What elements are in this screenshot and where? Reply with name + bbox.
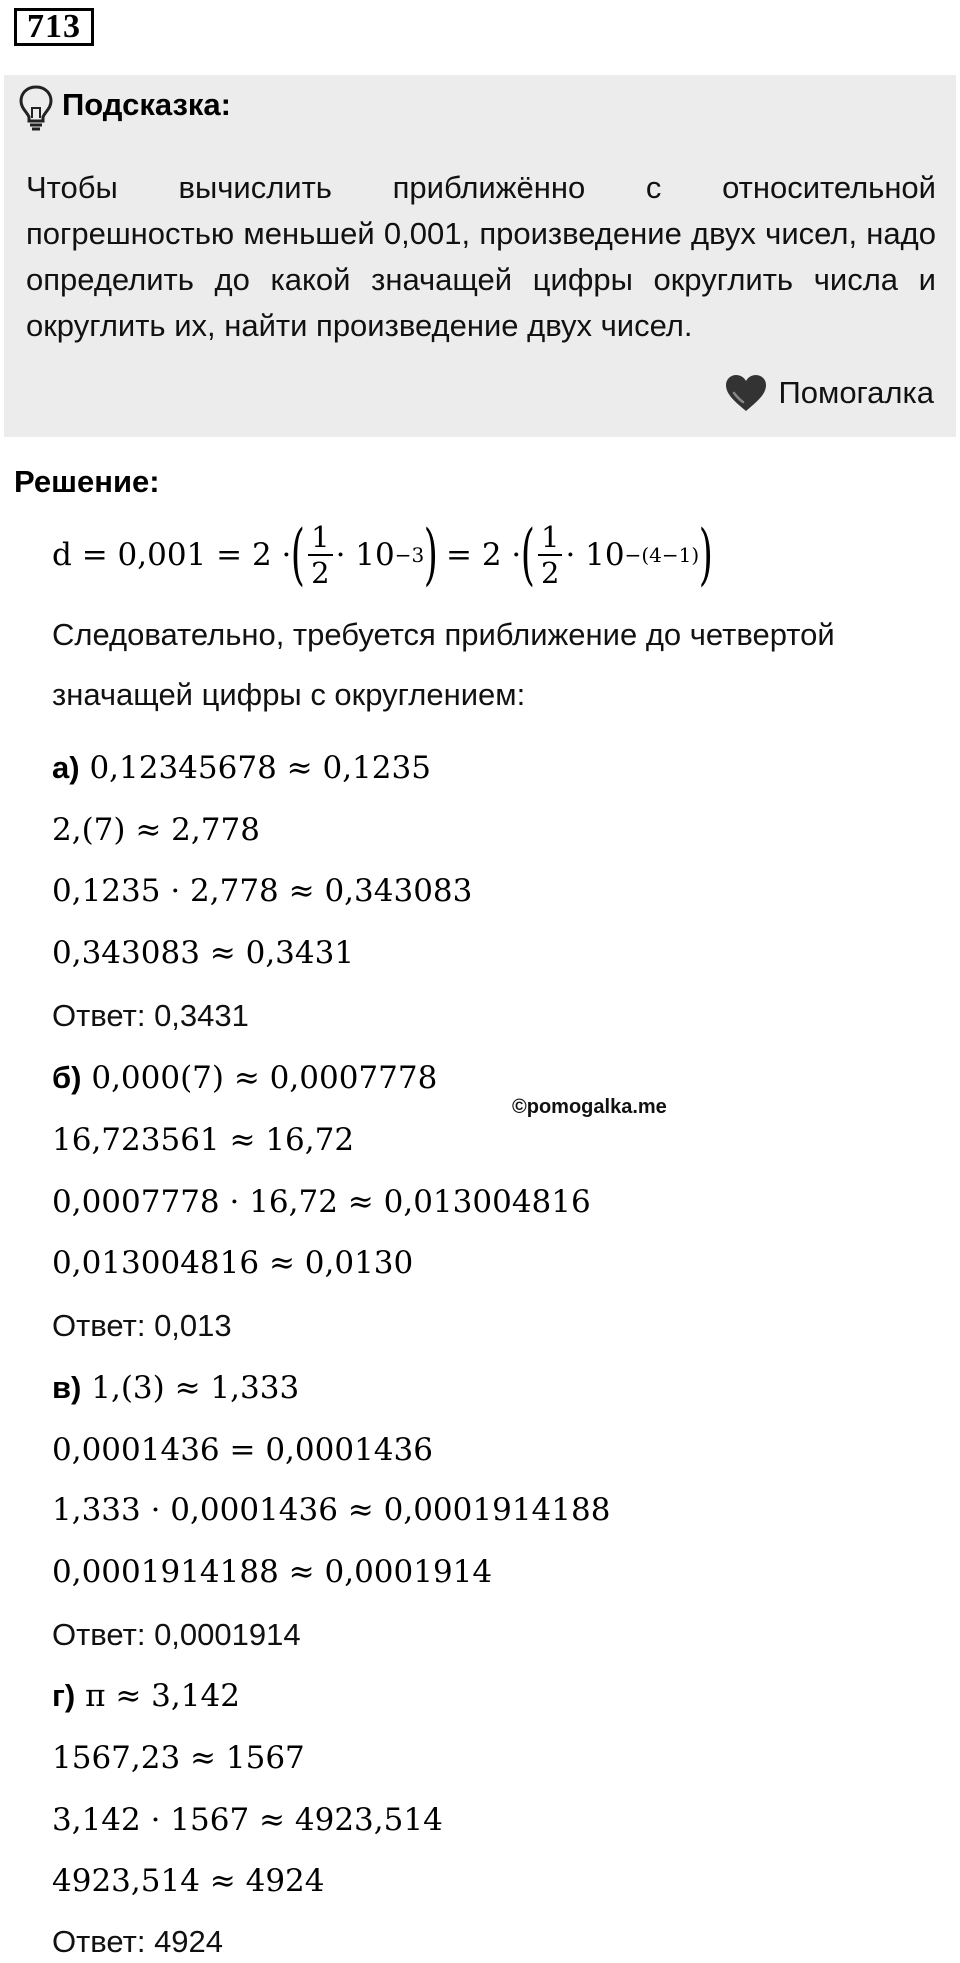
part-b-label: б) (52, 1060, 82, 1095)
formula-mid: · 10 (335, 537, 395, 573)
part-a-label: а) (52, 750, 80, 785)
fraction-half-2 (538, 520, 562, 590)
part-c-line-3: 1,333 · 0,0001436 ≈ 0,0001914188 (52, 1492, 611, 1528)
paren-close: ) (424, 516, 439, 593)
formula-eq2: = 2 · (445, 537, 522, 573)
fraction-numerator: 1 (308, 520, 332, 556)
part-a-expr-1: 0,12345678 ≈ 0,1235 (89, 750, 431, 786)
part-c-answer: Ответ: 0,0001914 (52, 1617, 301, 1652)
part-a-answer: Ответ: 0,3431 (52, 998, 249, 1033)
part-a-line-3: 0,1235 · 2,778 ≈ 0,343083 (52, 873, 473, 909)
formula-lhs: d = 0,001 = 2 · (52, 537, 292, 573)
paren-open-2: ( (521, 516, 536, 593)
part-d-line-1 (52, 1678, 240, 1714)
fraction-denominator-2: 2 (541, 556, 560, 590)
part-b-line-4: 0,013004816 ≈ 0,0130 (52, 1245, 414, 1281)
part-b-answer: Ответ: 0,013 (52, 1308, 232, 1343)
watermark: ©pomogalka.me (512, 1096, 667, 1118)
lightbulb-icon (18, 84, 54, 132)
fraction-denominator: 2 (311, 556, 330, 590)
formula-mid-2: · 10 (565, 537, 625, 573)
brand-name: Помогалка (778, 375, 934, 410)
part-a-line-4: 0,343083 ≈ 0,3431 (52, 935, 355, 971)
hint-title: Подсказка: (62, 87, 231, 122)
part-c-line-1 (52, 1370, 299, 1406)
fraction-numerator-2: 1 (538, 520, 562, 556)
part-d-line-2: 1567,23 ≈ 1567 (52, 1740, 305, 1776)
part-a-line-2: 2,(7) ≈ 2,778 (52, 812, 260, 848)
intro-line-2: значащей цифры с округлением: (52, 677, 526, 712)
part-c-expr-1: 1,(3) ≈ 1,333 (91, 1370, 300, 1406)
part-b-line-1 (52, 1060, 437, 1096)
paren-open: ( (291, 516, 306, 593)
part-d-label: г) (52, 1678, 76, 1713)
fraction-half (308, 520, 332, 590)
part-a-line-1 (52, 750, 431, 786)
exponent-2: −(4−1) (624, 543, 700, 567)
part-d-answer: Ответ: 4924 (52, 1924, 224, 1959)
heart-icon (724, 373, 768, 413)
solution-title: Решение: (14, 464, 160, 499)
part-b-line-3: 0,0007778 · 16,72 ≈ 0,013004816 (52, 1184, 591, 1220)
exponent-1: −3 (394, 543, 425, 567)
intro-line-1: Следовательно, требуется приближение до четвертой (52, 617, 835, 652)
part-c-label: в) (52, 1370, 82, 1405)
brand (724, 373, 934, 413)
part-b-line-2: 16,723561 ≈ 16,72 (52, 1122, 355, 1158)
paren-close-2: ) (698, 516, 714, 593)
hint-text: Чтобы вычислить приближённо с относительной погрешностью меньшей 0,001, произведение двух чисел, надо определить до какой значащей цифры округлить числа и округлить их, найти произведение двух чисел. (26, 170, 936, 343)
main-formula (52, 516, 714, 593)
part-d-line-4: 4923,514 ≈ 4924 (52, 1863, 325, 1899)
part-d-expr-1: π ≈ 3,142 (85, 1678, 240, 1714)
part-d-line-3: 3,142 · 1567 ≈ 4923,514 (52, 1802, 443, 1838)
part-c-line-2: 0,0001436 = 0,0001436 (52, 1432, 433, 1468)
problem-number: 713 (14, 8, 94, 46)
part-c-line-4: 0,0001914188 ≈ 0,0001914 (52, 1554, 493, 1590)
part-b-expr-1: 0,000(7) ≈ 0,0007778 (91, 1060, 438, 1096)
hint-panel (4, 75, 956, 437)
